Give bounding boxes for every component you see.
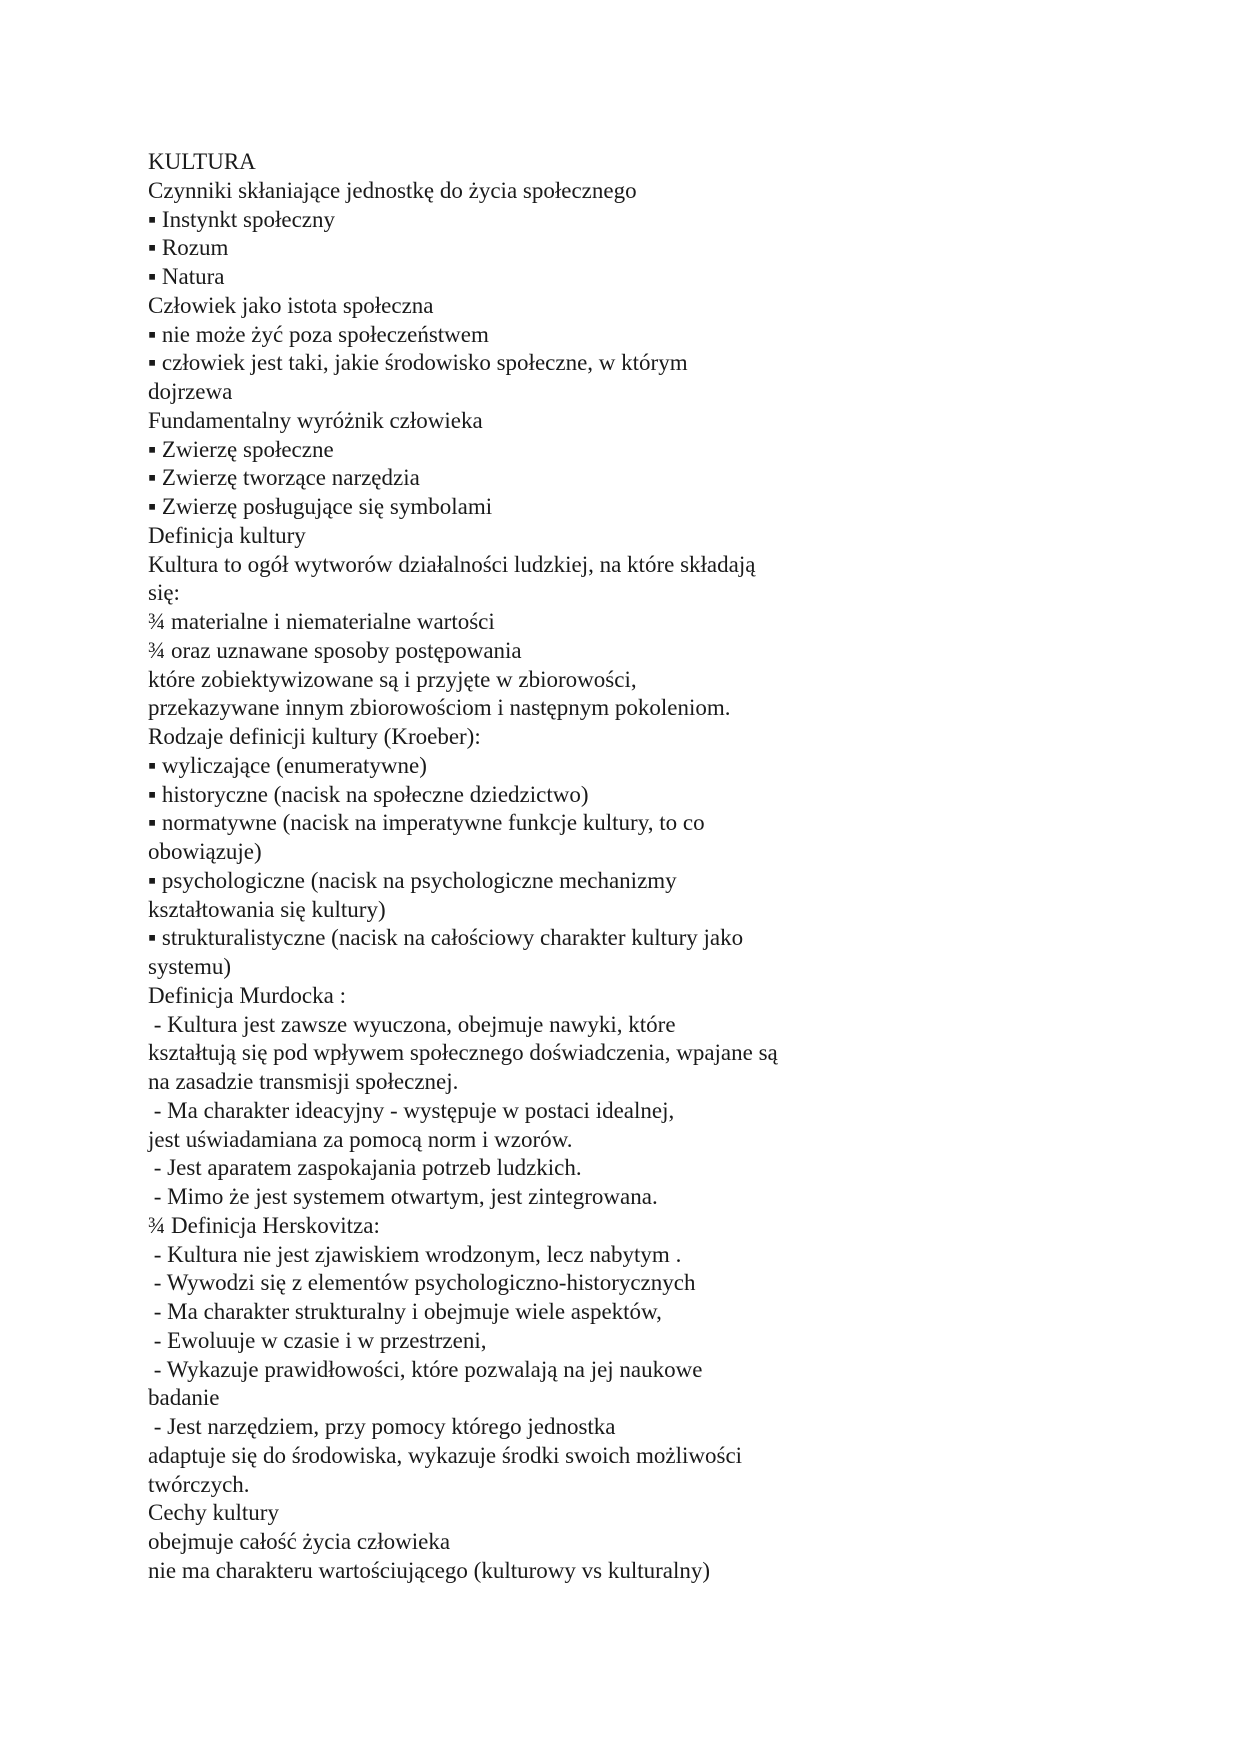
text-line: ▪ Zwierzę posługujące się symbolami [148,494,493,519]
text-line: Kultura to ogół wytworów działalności ludzkiej, na które składają [148,551,756,577]
text-line: Czynniki skłaniające jednostkę do życia społecznego [148,177,637,203]
text-line: Człowiek jako istota społeczna [148,292,434,318]
text-line: ▪ Natura [148,264,225,289]
text-line: - Wykazuje prawidłowości, które pozwalają na jej naukowe [148,1356,703,1382]
text-line: ▪ strukturalistyczne (nacisk na całościowy charakter kultury jako [148,925,744,951]
text-line: twórczych. [148,1471,250,1497]
text-line: ▪ Instynkt społeczny [148,206,336,232]
text-line: kształtowania się kultury) [148,896,386,922]
text-line: które zobiektywizowane są i przyjęte w zbiorowości, [148,666,637,692]
text-line: - Ewoluuje w czasie i w przestrzeni, [148,1327,487,1353]
text-line: obowiązuje) [148,839,262,864]
text-line: jest uświadamiana za pomocą norm i wzorów. [148,1126,573,1152]
text-line: kształtują się pod wpływem społecznego doświadczenia, wpajane są [148,1040,778,1066]
text-line: na zasadzie transmisji społecznej. [148,1069,459,1094]
text-line: - Ma charakter strukturalny i obejmuje wiele aspektów, [148,1299,662,1324]
text-line: ¾ Definicja Herskovitza: [148,1212,380,1238]
text-line: ▪ wyliczające (enumeratywne) [148,752,427,778]
text-line: - Ma charakter ideacyjny - występuje w postaci idealnej, [148,1097,675,1123]
text-line: ▪ historyczne (nacisk na społeczne dziedzictwo) [148,781,589,807]
text-line: ¾ oraz uznawane sposoby postępowania [148,637,522,663]
text-line: nie ma charakteru wartościującego (kulturowy vs kulturalny) [148,1557,711,1583]
text-line: badanie [148,1385,220,1411]
text-line: - Wywodzi się z elementów psychologiczno-historycznych [148,1270,696,1296]
text-line: ▪ nie może żyć poza społeczeństwem [148,321,489,347]
text-line: adaptuje się do środowiska, wykazuje środki swoich możliwości [148,1442,743,1468]
text-line: - Mimo że jest systemem otwartym, jest zintegrowana. [148,1184,658,1209]
text-line: się: [148,580,180,606]
text-line: Cechy kultury [148,1500,279,1526]
text-line: ▪ Zwierzę tworzące narzędzia [148,465,420,491]
text-line: Fundamentalny wyróżnik człowieka [148,407,483,433]
text-line: przekazywane innym zbiorowościom i następnym pokoleniom. [148,695,731,721]
text-line: ▪ Rozum [148,235,229,261]
document-title: KULTURA [148,149,256,174]
text-line: obejmuje całość życia człowieka [148,1529,451,1554]
text-line: ▪ Zwierzę społeczne [148,436,334,462]
text-line: Definicja kultury [148,522,306,548]
text-line: ▪ człowiek jest taki, jakie środowisko społeczne, w którym [148,350,688,376]
text-line: - Jest aparatem zaspokajania potrzeb ludzkich. [148,1155,582,1181]
text-line: - Kultura jest zawsze wyuczona, obejmuje nawyki, które [148,1011,676,1037]
text-line: dojrzewa [148,379,233,404]
text-line: ¾ materialne i niematerialne wartości [148,609,495,634]
text-line: - Jest narzędziem, przy pomocy którego jednostka [148,1414,616,1439]
text-line: - Kultura nie jest zjawiskiem wrodzonym, lecz nabytym . [148,1241,682,1267]
text-line: ▪ psychologiczne (nacisk na psychologiczne mechanizmy [148,867,677,893]
document-body [148,148,868,1586]
text-line: systemu) [148,954,232,979]
text-line: Definicja Murdocka : [148,982,346,1008]
text-line: Rodzaje definicji kultury (Kroeber): [148,724,481,749]
text-line: ▪ normatywne (nacisk na imperatywne funkcje kultury, to co [148,810,705,836]
